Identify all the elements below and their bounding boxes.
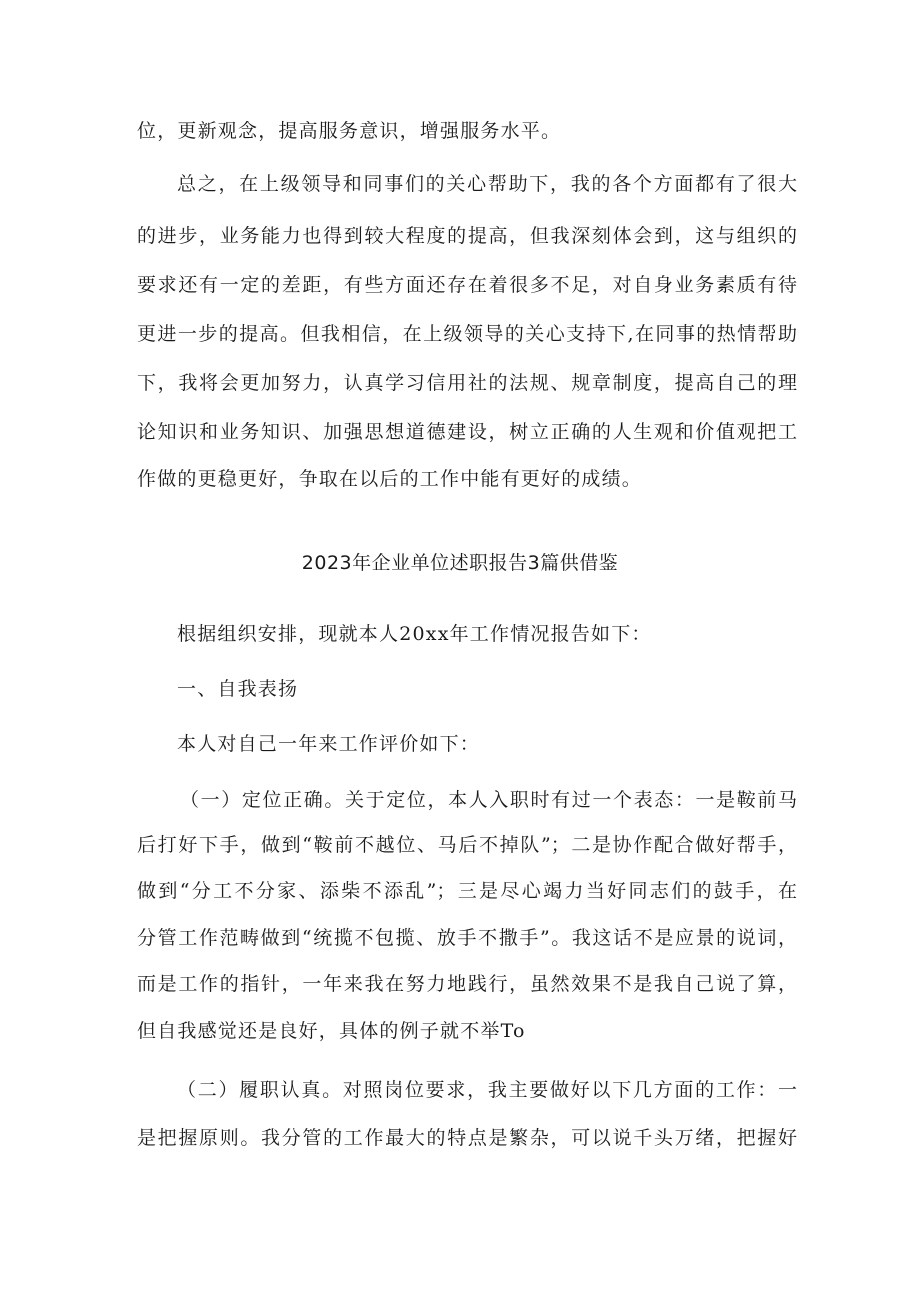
paragraph-line: 位，更新观念，提高服务意识，增强服务水平。 bbox=[137, 120, 562, 142]
paragraph-line: 而是工作的指针，一年来我在努力地践行，虽然效果不是我自己说了算， bbox=[137, 973, 797, 995]
paragraph-line: 要求还有一定的差距，有些方面还存在着很多不足，对自身业务素质有待 bbox=[137, 274, 797, 296]
section-heading: 一、自我表扬 bbox=[177, 678, 299, 700]
paragraph-line: （二）履职认真。对照岗位要求，我主要做好以下几方面的工作：一 bbox=[177, 1079, 797, 1101]
paragraph-line: 的进步，业务能力也得到较大程度的提高，但我深刻体会到，这与组织的 bbox=[137, 225, 797, 247]
report-title: 2023年企业单位述职报告3篇供借鉴 bbox=[301, 552, 619, 574]
paragraph-line: 根据组织安排，现就本人20xx年工作情况报告如下： bbox=[177, 623, 652, 645]
paragraph-line: 后打好下手，做到“鞍前不越位、马后不掉队”；二是协作配合做好帮手， bbox=[137, 834, 797, 856]
paragraph-line: 下，我将会更加努力，认真学习信用社的法规、规章制度，提高自己的理 bbox=[137, 372, 797, 394]
paragraph-line: 但自我感觉还是良好，具体的例子就不举To bbox=[137, 1020, 526, 1042]
paragraph-line: 论知识和业务知识、加强思想道德建设，树立正确的人生观和价值观把工 bbox=[137, 421, 797, 443]
paragraph-line: 是把握原则。我分管的工作最大的特点是繁杂，可以说千头万绪，把握好 bbox=[137, 1127, 797, 1149]
paragraph-line: 更进一步的提高。但我相信，在上级领导的关心支持下,在同事的热情帮助 bbox=[137, 323, 797, 345]
paragraph-line: （一）定位正确。关于定位，本人入职时有过一个表态：一是鞍前马 bbox=[180, 789, 797, 811]
paragraph-line: 作做的更稳更好，争取在以后的工作中能有更好的成绩。 bbox=[137, 468, 643, 490]
paragraph-line: 总之，在上级领导和同事们的关心帮助下，我的各个方面都有了很大 bbox=[177, 173, 797, 195]
paragraph-line: 本人对自己一年来工作评价如下： bbox=[177, 733, 481, 755]
paragraph-line: 做到“分工不分家、添柴不添乱”；三是尽心竭力当好同志们的鼓手，在 bbox=[137, 880, 797, 902]
paragraph-line: 分管工作范畴做到“统揽不包揽、放手不撒手”。我这话不是应景的说词， bbox=[137, 927, 797, 949]
